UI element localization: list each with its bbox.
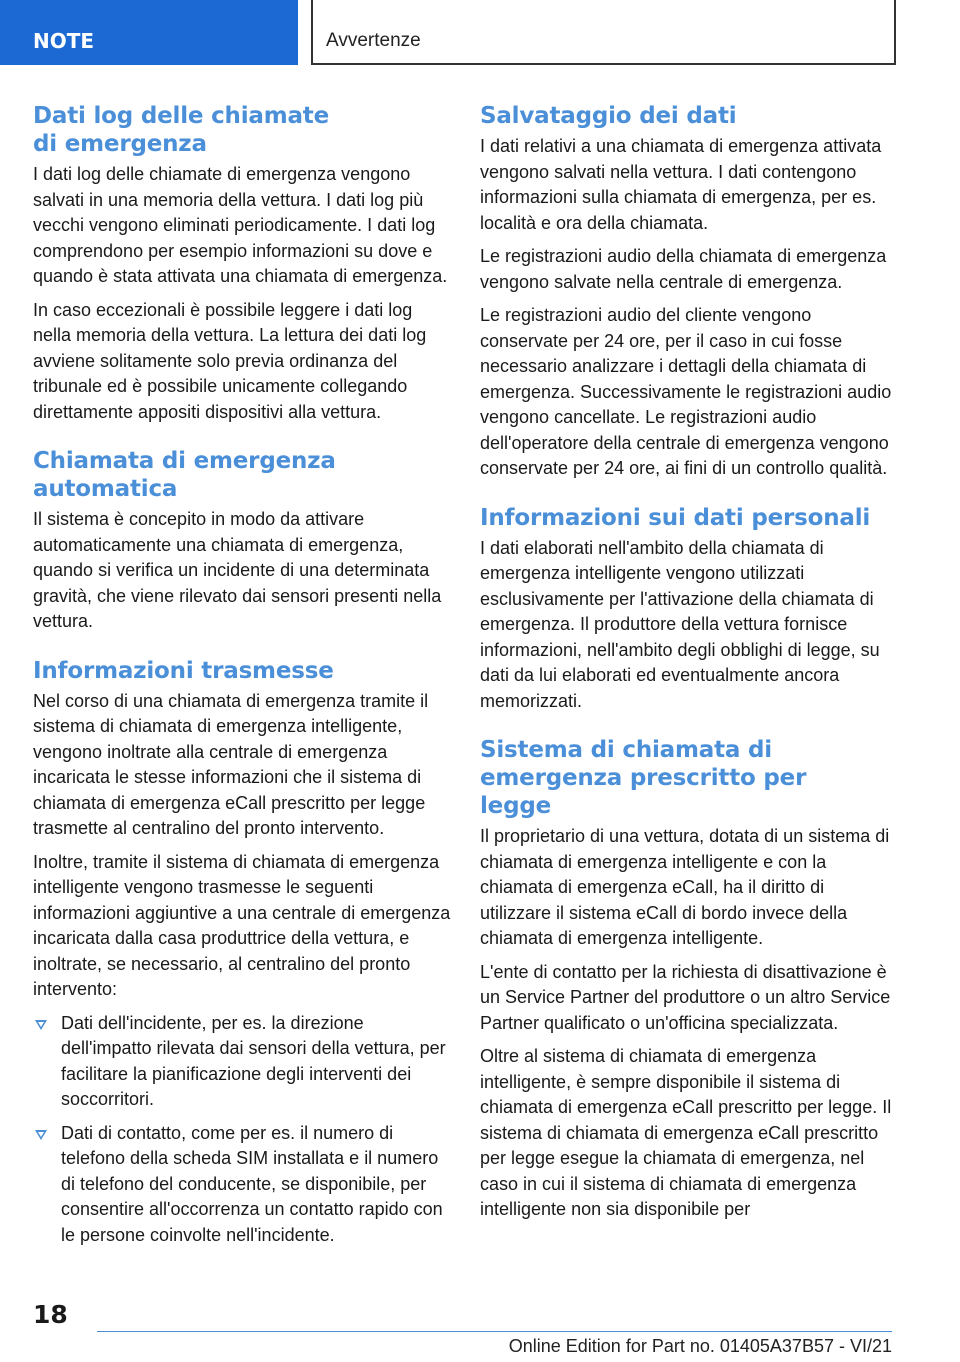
section-title: Salvataggio dei dati — [480, 103, 737, 129]
paragraph: I dati elaborati nell'ambito della chiamata di emergenza intelligente vengono utilizzati esclusivamente per l'attivazione della chiamata di emergenza. Il produttore della vettura fornisce informazioni, nell'ambito degli obblighi di legge, su dati da lui elaborati ed eventualmente ancora memorizzati. — [480, 537, 880, 711]
section-personal-data-info — [480, 504, 900, 715]
section-title: Sistema di chiamata di emergenza prescritto per legge — [480, 737, 807, 819]
page-number: 18 — [33, 1300, 68, 1329]
triangle-bullet-icon — [35, 1130, 47, 1140]
list-item-text: Dati dell'incidente, per es. la direzione dell'impatto rilevata dai sensori della vettura, per facilitare la pianificazione degli interventi dei soccorritori. — [61, 1012, 446, 1109]
paragraph: Oltre al sistema di chiamata di emergenza intelligente, è sempre disponibile il sistema di chiamata di emergenza eCall prescritto per legge. Il sistema di chiamata di emergenza eCall prescritto per legge esegue la chiamata di emergenza, nel caso in cui il sistema di chiamata di emergenza intelligente non sia disponibile per — [480, 1046, 892, 1219]
section-title: Informazioni sui dati personali — [480, 504, 871, 531]
paragraph: Il sistema è concepito in modo da attivare automaticamente una chiamata di emergenza, quando si verifica un incidente di una determinata gravità, che viene rilevato dai sensori presenti nella vettura. — [33, 509, 442, 631]
section-transmitted-information — [33, 657, 453, 1249]
paragraph: Nel corso di una chiamata di emergenza tramite il sistema di chiamata di emergenza intelligente, vengono inoltrate alla centrale di emergenza incaricata le stesse informazioni che il sistema di chiamata di emergenza eCall prescritto per legge trasmette al centralino del pronto intervento. — [33, 690, 429, 838]
paragraph: In caso eccezionali è possibile leggere i dati log nella memoria della vettura. La lettura dei dati log avviene solitamente solo previa ordinanza del tribunale ed è possibile unicamente collegando direttamente appositi dispositivi alla vettura. — [33, 299, 427, 422]
header-section-title-box — [311, 0, 896, 65]
list-item — [33, 1011, 453, 1113]
section-title: Informazioni trasmesse — [33, 657, 334, 684]
left-column — [33, 102, 453, 1270]
paragraph: Il proprietario di una vettura, dotata di un sistema di chiamata di emergenza intelligente e con la chiamata di emergenza eCall, ha il diritto di utilizzare il sistema eCall di bordo invece della chiamata di emergenza intelligente. — [480, 826, 890, 948]
header-note-tab — [0, 0, 298, 65]
list-item-text: Dati di contatto, come per es. il numero di telefono della scheda SIM installata e il numero di telefono del conducente, se disponibile, per consentire all'occorrenza un contatto rapido con le persone coinvolte nell'incidente. — [61, 1122, 443, 1245]
right-column — [480, 102, 900, 1245]
paragraph: Le registrazioni audio del cliente vengono conservate per 24 ore, per il caso in cui fosse necessario analizzare i dettagli della chiamata di emergenza. Successivamente le registrazioni audio vengono cancellate. Le registrazioni audio dell'operatore della centrale di emergenza vengono conservate per 24 ore, ai fini di un controllo qualità. — [480, 305, 892, 478]
bullet-list — [33, 1011, 453, 1249]
section-title: Chiamata di emergenza automatica — [33, 448, 336, 502]
section-automatic-emergency-call — [33, 447, 453, 635]
footer-edition-text: Online Edition for Part no. 01405A37B57 - VI/21 — [508, 1336, 892, 1356]
section-emergency-call-log — [33, 102, 453, 425]
paragraph: Inoltre, tramite il sistema di chiamata di emergenza intelligente vengono trasmesse le seguenti informazioni aggiuntive a una centrale di emergenza incaricata dalla casa produttrice della vettura, e inoltrate, se necessario, al centralino del pronto intervento: — [33, 851, 451, 999]
paragraph: I dati relativi a una chiamata di emergenza attivata vengono salvati nella vettura. I dati contengono informazioni sulla chiamata di emergenza, per es. località e ora della chiamata. — [480, 136, 882, 233]
header-note-label: NOTE — [33, 29, 95, 53]
header-section-title: Avvertenze — [326, 30, 421, 51]
section-legal-emergency-call-system — [480, 736, 900, 1223]
paragraph: Le registrazioni audio della chiamata di emergenza vengono salvate nella centrale di emergenza. — [480, 246, 887, 292]
paragraph: L'ente di contatto per la richiesta di disattivazione è un Service Partner del produttore o un altro Service Partner qualificato o un'officina specializzata. — [480, 961, 891, 1033]
paragraph: I dati log delle chiamate di emergenza vengono salvati in una memoria della vettura. I dati log più vecchi vengono eliminati periodicamente. I dati log comprendono per esempio informazioni su dove e quando è stata attivata una chiamata di emergenza. — [33, 164, 448, 286]
triangle-bullet-icon — [35, 1020, 47, 1030]
list-item — [33, 1121, 453, 1249]
section-title: Dati log delle chiamate di emergenza — [33, 103, 329, 157]
section-data-storage — [480, 102, 900, 482]
footer-divider — [97, 1331, 892, 1332]
